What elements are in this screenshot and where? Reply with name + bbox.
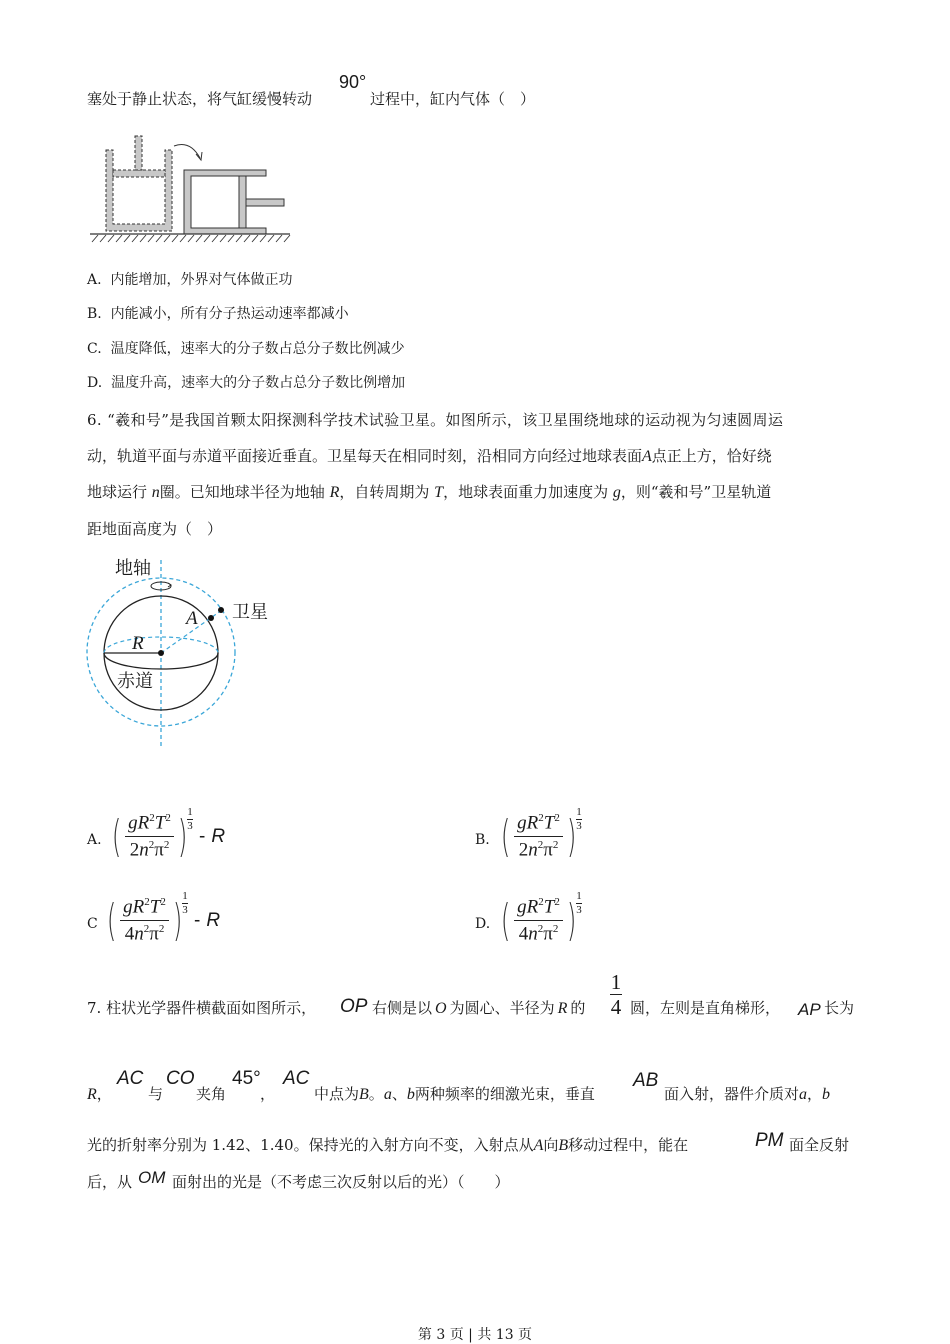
var-OP: OP — [340, 996, 368, 1017]
q5-option-a[interactable] — [87, 270, 292, 290]
option-text: 温度降低，速率大的分子数占总分子数比例减少 — [110, 341, 405, 357]
q7-line-3-end: 面全反射 — [789, 1136, 850, 1154]
page-footer: 第 3 页 | 共 13 页 — [417, 1327, 533, 1343]
q6-option-d-label[interactable]: D. — [475, 916, 491, 932]
var-b: b — [406, 1086, 415, 1103]
cylinder-rotation-figure — [86, 132, 296, 244]
q5-stem-part2: 过程中，缸内气体（ ） — [370, 90, 536, 108]
fraction: $\frac{gR^2T^2}{4n^2\pi^2}$ — [514, 896, 563, 946]
q6-line-4: 距地面高度为（ ） — [87, 520, 223, 538]
text: 右侧是以 — [372, 999, 433, 1017]
var-a: a — [799, 1086, 808, 1103]
satellite-label: 卫星 — [232, 602, 268, 623]
text: 向 — [543, 1136, 559, 1154]
fraction: $\frac{gR^2T^2}{2n^2\pi^2}$ — [125, 812, 174, 862]
var-A: A — [642, 448, 652, 465]
exponent: 1 3 — [182, 890, 188, 917]
var-O: O — [435, 1000, 447, 1017]
q6-option-b-formula[interactable] — [497, 806, 582, 862]
q7-jiajiao: 夹角 — [196, 1085, 227, 1103]
var-A: A — [533, 1137, 544, 1154]
q5-angle: 90° — [339, 72, 367, 92]
option-label: C. — [87, 341, 102, 357]
frac-num: 1 — [610, 970, 622, 994]
q6-option-b-label[interactable]: B. — [475, 832, 490, 848]
right-paren: ) — [177, 810, 188, 862]
text: 光的折射率分别为 1.42、1.40。保持光的入射方向不变，入射点从 — [87, 1136, 534, 1154]
var-CO: CO — [166, 1068, 195, 1089]
right-paren: ) — [566, 894, 577, 946]
q7-line-4b: 面射出的光是（不考虑三次反射以后的光）（ ） — [172, 1173, 510, 1191]
text: 圈。已知地球半径为地轴 — [159, 483, 325, 501]
text: 动，轨道平面与赤道平面接近垂直。卫星每天在相同时刻，沿相同方向经过地球表面 — [87, 447, 643, 465]
text: 、 — [391, 1085, 407, 1103]
left-paren: ( — [500, 810, 511, 862]
text: 点正上方，恰好绕 — [651, 447, 772, 465]
q5-stem-line — [87, 89, 312, 109]
left-paren: ( — [111, 810, 122, 862]
earth-satellite-figure — [86, 552, 286, 752]
exponent: 1 3 — [576, 806, 582, 833]
axis-label: 地轴 — [115, 558, 151, 579]
q6-option-c-formula[interactable] — [103, 890, 221, 946]
q5-option-c[interactable] — [87, 339, 405, 359]
var-g: g — [612, 484, 621, 501]
q6-option-d-formula[interactable] — [497, 890, 582, 946]
angle-45: 45° — [232, 1068, 261, 1089]
q7-line-2-end — [664, 1084, 830, 1105]
text: 面入射，器件介质对 — [664, 1085, 800, 1103]
var-a: a — [383, 1086, 392, 1103]
text: 为圆心、半径为 — [449, 999, 555, 1017]
exponent: 1 3 — [576, 890, 582, 917]
frac-den: 4 — [610, 995, 622, 1019]
var-OM: OM — [138, 1168, 166, 1187]
left-paren: ( — [500, 894, 511, 946]
quarter-fraction — [610, 970, 622, 1019]
var-AP: AP — [798, 1000, 821, 1019]
q7-line-1b — [372, 998, 585, 1019]
q7-line-3 — [87, 1135, 688, 1156]
var-R: R — [557, 1000, 568, 1017]
option-text: 温度升高，速率大的分子数占总分子数比例增加 — [111, 375, 406, 391]
q6-option-a-label[interactable]: A. — [87, 832, 102, 848]
minus-r: - R — [194, 909, 221, 931]
var-AC-2: AC — [283, 1068, 310, 1089]
option-label: D. — [87, 375, 103, 391]
q6-line-2 — [87, 446, 772, 467]
right-paren: ) — [172, 894, 183, 946]
var-PM: PM — [755, 1130, 784, 1151]
q6-line-1: 6. “羲和号”是我国首颗太阳探测科学技术试验卫星。如图所示，该卫星围绕地球的运动视为匀速圆周运 — [87, 411, 784, 429]
fraction: $\frac{gR^2T^2}{4n^2\pi^2}$ — [120, 896, 169, 946]
q7-line-1a: 7. 柱状光学器件横截面如图所示， — [87, 999, 317, 1017]
q7-yu: 与 — [148, 1085, 164, 1103]
q7-line-1d: 长为 — [824, 999, 855, 1017]
point-a-label: A — [186, 608, 198, 629]
var-T: T — [434, 484, 444, 501]
option-text: 内能减小，所有分子热运动速率都减小 — [110, 306, 349, 322]
var-n: n — [151, 484, 160, 501]
text: ， — [807, 1085, 823, 1103]
q6-option-a-formula[interactable] — [108, 806, 226, 862]
q6-line-3 — [87, 482, 771, 503]
q6-option-c-label[interactable]: C — [87, 916, 98, 932]
text: 地球运行 — [87, 483, 148, 501]
fraction: $\frac{gR^2T^2}{2n^2\pi^2}$ — [514, 812, 563, 862]
var-b: b — [822, 1086, 831, 1103]
var-B: B — [558, 1137, 569, 1154]
option-label: A. — [87, 272, 102, 288]
text: 中点为 — [314, 1085, 360, 1103]
radius-label: R — [132, 633, 144, 654]
text: 的 — [570, 999, 586, 1017]
q7-line-2-start — [87, 1084, 112, 1105]
text: 。 — [368, 1085, 384, 1103]
var-AB: AB — [633, 1070, 659, 1091]
option-text: 内能增加，外界对气体做正功 — [110, 272, 293, 288]
right-paren: ) — [566, 810, 577, 862]
option-label: B. — [87, 306, 102, 322]
var-R: R — [87, 1086, 97, 1103]
var-AC-1: AC — [117, 1068, 144, 1089]
q5-option-d[interactable] — [87, 373, 405, 393]
left-paren: ( — [106, 894, 117, 946]
q7-comma: ， — [260, 1085, 276, 1103]
text: 移动过程中，能在 — [568, 1136, 689, 1154]
text: ，自转周期为 — [339, 483, 430, 501]
text: ， — [96, 1085, 112, 1103]
q7-line-2-mid — [314, 1084, 595, 1105]
equator-label: 赤道 — [117, 671, 153, 692]
q5-option-b[interactable] — [87, 304, 349, 324]
text: ，则“羲和号”卫星轨道 — [620, 483, 772, 501]
q7-line-4a: 后，从 — [87, 1173, 133, 1191]
q7-line-1c: 圆，左则是直角梯形， — [630, 999, 781, 1017]
var-R: R — [329, 484, 340, 501]
minus-r: - R — [199, 825, 226, 847]
text: 两种频率的细激光束，垂直 — [414, 1085, 595, 1103]
exponent: 1 3 — [187, 806, 193, 833]
var-B: B — [359, 1086, 369, 1103]
q5-stem-part1: 塞处于静止状态，将气缸缓慢转动 — [87, 90, 313, 108]
text: ，地球表面重力加速度为 — [443, 483, 609, 501]
